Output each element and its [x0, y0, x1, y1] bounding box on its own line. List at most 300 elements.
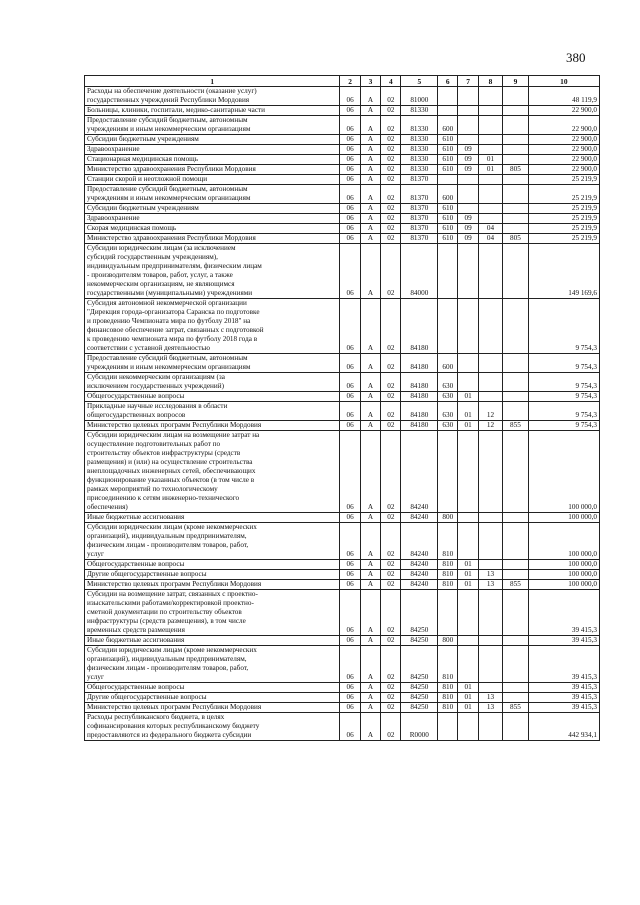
code-rz: 01 — [458, 570, 478, 580]
table-row — [85, 513, 600, 523]
code-om: 02 — [381, 392, 401, 402]
code-gp: 06 — [340, 214, 360, 224]
code-rz — [458, 185, 478, 204]
row-name: Здравоохранение — [85, 214, 340, 224]
table-row — [85, 299, 600, 354]
code-vr: 610 — [438, 165, 458, 175]
code-target: 84250 — [401, 646, 438, 683]
code-pr — [478, 523, 502, 560]
table-row — [85, 116, 600, 135]
code-target: 84250 — [401, 703, 438, 713]
code-gp: 06 — [340, 224, 360, 234]
code-vr: 630 — [438, 402, 458, 421]
row-amount: 25 219,9 — [528, 185, 599, 204]
row-name: Расходы на обеспечение деятельности (оказание услуг) государственных учреждений Республики Мордовия — [85, 87, 340, 106]
code-pp: А — [360, 135, 380, 145]
code-vr — [438, 590, 458, 636]
code-pp: А — [360, 431, 380, 513]
code-grbs: 805 — [503, 234, 528, 244]
table-row — [85, 683, 600, 693]
code-target: 84240 — [401, 560, 438, 570]
row-amount: 39 415,3 — [528, 703, 599, 713]
code-pp: А — [360, 185, 380, 204]
code-pr — [478, 431, 502, 513]
table-row — [85, 570, 600, 580]
code-gp: 06 — [340, 106, 360, 116]
row-name: Предоставление субсидий бюджетным, автономным учреждениям и иным некоммерческим организациям — [85, 185, 340, 204]
code-pp: А — [360, 580, 380, 590]
code-rz: 09 — [458, 214, 478, 224]
code-pp: А — [360, 373, 380, 392]
code-vr — [438, 87, 458, 106]
code-om: 02 — [381, 155, 401, 165]
table-body — [85, 87, 600, 741]
code-gp: 06 — [340, 590, 360, 636]
code-gp: 06 — [340, 570, 360, 580]
code-om: 02 — [381, 703, 401, 713]
code-target: R0000 — [401, 713, 438, 741]
table-row — [85, 402, 600, 421]
code-grbs: 855 — [503, 703, 528, 713]
row-name: Стационарная медицинская помощь — [85, 155, 340, 165]
code-om: 02 — [381, 145, 401, 155]
code-rz — [458, 244, 478, 299]
row-name: Иные бюджетные ассигнования — [85, 513, 340, 523]
table-row — [85, 580, 600, 590]
row-amount: 100 000,0 — [528, 431, 599, 513]
code-om: 02 — [381, 402, 401, 421]
table-row — [85, 244, 600, 299]
code-gp: 06 — [340, 683, 360, 693]
row-name: Общегосударственные вопросы — [85, 683, 340, 693]
code-pr: 04 — [478, 224, 502, 234]
code-om: 02 — [381, 693, 401, 703]
row-name: Иные бюджетные ассигнования — [85, 636, 340, 646]
table-row — [85, 421, 600, 431]
table-row — [85, 234, 600, 244]
row-amount: 22 900,0 — [528, 135, 599, 145]
code-pr — [478, 116, 502, 135]
code-grbs — [503, 373, 528, 392]
code-gp: 06 — [340, 165, 360, 175]
code-target: 81330 — [401, 106, 438, 116]
code-om: 02 — [381, 373, 401, 392]
table-row — [85, 224, 600, 234]
code-vr: 810 — [438, 523, 458, 560]
table-row — [85, 560, 600, 570]
table-row — [85, 145, 600, 155]
row-amount: 39 415,3 — [528, 693, 599, 703]
code-target: 84240 — [401, 580, 438, 590]
code-vr: 610 — [438, 234, 458, 244]
code-vr: 600 — [438, 116, 458, 135]
code-om: 02 — [381, 185, 401, 204]
code-grbs — [503, 155, 528, 165]
table-row — [85, 214, 600, 224]
code-grbs — [503, 299, 528, 354]
code-gp: 06 — [340, 155, 360, 165]
code-pr — [478, 185, 502, 204]
code-target: 84240 — [401, 523, 438, 560]
code-grbs — [503, 590, 528, 636]
column-header-2: 2 — [340, 76, 360, 87]
code-grbs — [503, 145, 528, 155]
row-amount: 9 754,3 — [528, 392, 599, 402]
code-target: 84180 — [401, 402, 438, 421]
code-pr — [478, 713, 502, 741]
code-grbs — [503, 392, 528, 402]
column-header-10: 10 — [528, 76, 599, 87]
code-gp: 06 — [340, 713, 360, 741]
code-rz — [458, 87, 478, 106]
code-grbs — [503, 636, 528, 646]
page-number: 380 — [566, 50, 586, 65]
row-amount: 25 219,9 — [528, 214, 599, 224]
code-pp: А — [360, 402, 380, 421]
code-gp: 06 — [340, 636, 360, 646]
code-gp: 06 — [340, 560, 360, 570]
row-amount: 100 000,0 — [528, 560, 599, 570]
code-grbs: 855 — [503, 580, 528, 590]
table-row — [85, 135, 600, 145]
row-amount: 39 415,3 — [528, 590, 599, 636]
code-pp: А — [360, 244, 380, 299]
code-grbs: 805 — [503, 165, 528, 175]
code-rz — [458, 354, 478, 373]
code-vr — [438, 431, 458, 513]
code-gp: 06 — [340, 431, 360, 513]
table-row — [85, 523, 600, 560]
row-amount: 100 000,0 — [528, 570, 599, 580]
code-gp: 06 — [340, 116, 360, 135]
code-rz — [458, 373, 478, 392]
code-om: 02 — [381, 683, 401, 693]
code-pp: А — [360, 299, 380, 354]
row-name: Субсидии некоммерческим организациям (за исключением государственных учреждений) — [85, 373, 340, 392]
code-pr: 01 — [478, 165, 502, 175]
code-target: 84250 — [401, 693, 438, 703]
code-vr — [438, 244, 458, 299]
code-rz: 01 — [458, 402, 478, 421]
code-grbs — [503, 116, 528, 135]
code-rz — [458, 299, 478, 354]
code-vr: 610 — [438, 145, 458, 155]
code-target: 84180 — [401, 373, 438, 392]
code-om: 02 — [381, 421, 401, 431]
row-amount: 22 900,0 — [528, 155, 599, 165]
row-name: Предоставление субсидий бюджетным, автономным учреждениям и иным некоммерческим организациям — [85, 116, 340, 135]
code-grbs — [503, 135, 528, 145]
code-grbs — [503, 402, 528, 421]
code-vr: 630 — [438, 421, 458, 431]
row-name: Прикладные научные исследования в области общегосударственных вопросов — [85, 402, 340, 421]
code-om: 02 — [381, 580, 401, 590]
code-pp: А — [360, 214, 380, 224]
code-grbs — [503, 646, 528, 683]
code-pr — [478, 87, 502, 106]
code-gp: 06 — [340, 513, 360, 523]
code-pr: 13 — [478, 703, 502, 713]
code-target: 81330 — [401, 116, 438, 135]
row-amount: 9 754,3 — [528, 299, 599, 354]
code-rz: 01 — [458, 683, 478, 693]
code-pr — [478, 373, 502, 392]
code-pp: А — [360, 570, 380, 580]
code-grbs — [503, 204, 528, 214]
code-pp: А — [360, 392, 380, 402]
code-grbs — [503, 683, 528, 693]
row-amount: 22 900,0 — [528, 145, 599, 155]
table-row — [85, 165, 600, 175]
code-om: 02 — [381, 570, 401, 580]
code-grbs — [503, 513, 528, 523]
code-gp: 06 — [340, 354, 360, 373]
code-gp: 06 — [340, 175, 360, 185]
code-vr: 610 — [438, 214, 458, 224]
code-grbs — [503, 214, 528, 224]
code-pr — [478, 636, 502, 646]
code-target: 84180 — [401, 354, 438, 373]
code-vr — [438, 175, 458, 185]
row-amount: 25 219,9 — [528, 234, 599, 244]
code-pr — [478, 683, 502, 693]
row-name: Субсидия автономной некоммерческой организации "Дирекция города-организатора Саранска по подготовке и проведению Чемпионата мира по футболу 2018" на финансовое обеспечение затрат, связанных с подготовкой к проведению чемпионата мира по футболу 2018 года в соответствии с уставной деятельностью — [85, 299, 340, 354]
column-header-5: 5 — [401, 76, 438, 87]
code-pr — [478, 560, 502, 570]
table-row — [85, 185, 600, 204]
row-name: Субсидии юридическим лицам (кроме некоммерческих организаций), индивидуальным предпринимателям, физическим лицам - производителям товаров, работ, услуг — [85, 646, 340, 683]
code-rz — [458, 636, 478, 646]
table-row — [85, 431, 600, 513]
code-om: 02 — [381, 234, 401, 244]
code-om: 02 — [381, 523, 401, 560]
table-row — [85, 693, 600, 703]
code-pr: 12 — [478, 402, 502, 421]
row-amount: 48 119,9 — [528, 87, 599, 106]
code-pp: А — [360, 703, 380, 713]
row-amount: 39 415,3 — [528, 646, 599, 683]
code-gp: 06 — [340, 145, 360, 155]
column-header-3: 3 — [360, 76, 380, 87]
code-gp: 06 — [340, 185, 360, 204]
code-grbs — [503, 175, 528, 185]
row-name: Субсидии бюджетным учреждениям — [85, 135, 340, 145]
code-om: 02 — [381, 590, 401, 636]
code-om: 02 — [381, 106, 401, 116]
code-gp: 06 — [340, 373, 360, 392]
row-amount: 22 900,0 — [528, 116, 599, 135]
code-grbs: 855 — [503, 421, 528, 431]
code-pp: А — [360, 224, 380, 234]
row-name: Субсидии бюджетным учреждениям — [85, 204, 340, 214]
code-pr — [478, 135, 502, 145]
row-name: Общегосударственные вопросы — [85, 560, 340, 570]
code-om: 02 — [381, 175, 401, 185]
row-name: Субсидии юридическим лицам (за исключением субсидий государственным учреждениям), индивидуальным предпринимателям, физическим лицам - производителям товаров, работ, услуг, а также некоммерческим организациям, не являющимся государственными (муниципальными) учреждениями — [85, 244, 340, 299]
code-rz — [458, 646, 478, 683]
code-vr: 610 — [438, 135, 458, 145]
code-vr — [438, 299, 458, 354]
code-target: 81330 — [401, 155, 438, 165]
code-rz — [458, 513, 478, 523]
code-rz: 09 — [458, 155, 478, 165]
code-rz: 01 — [458, 392, 478, 402]
code-gp: 06 — [340, 402, 360, 421]
code-pp: А — [360, 87, 380, 106]
code-pr: 13 — [478, 570, 502, 580]
row-amount: 100 000,0 — [528, 513, 599, 523]
code-rz — [458, 590, 478, 636]
code-pr — [478, 590, 502, 636]
code-pr: 12 — [478, 421, 502, 431]
code-target: 81370 — [401, 175, 438, 185]
code-vr: 800 — [438, 513, 458, 523]
code-om: 02 — [381, 214, 401, 224]
code-pp: А — [360, 683, 380, 693]
code-target: 81370 — [401, 204, 438, 214]
code-pp: А — [360, 713, 380, 741]
table-row — [85, 590, 600, 636]
code-om: 02 — [381, 165, 401, 175]
code-vr: 610 — [438, 204, 458, 214]
code-rz: 09 — [458, 234, 478, 244]
column-header-8: 8 — [478, 76, 502, 87]
code-vr: 810 — [438, 580, 458, 590]
row-amount: 149 169,6 — [528, 244, 599, 299]
table-row — [85, 392, 600, 402]
code-rz — [458, 116, 478, 135]
code-om: 02 — [381, 244, 401, 299]
code-pr — [478, 204, 502, 214]
code-grbs — [503, 224, 528, 234]
column-header-6: 6 — [438, 76, 458, 87]
code-target: 84180 — [401, 421, 438, 431]
table-header-row — [85, 76, 600, 87]
code-rz: 01 — [458, 703, 478, 713]
table-row — [85, 373, 600, 392]
code-grbs — [503, 560, 528, 570]
code-pp: А — [360, 421, 380, 431]
table-row — [85, 354, 600, 373]
code-target: 81370 — [401, 224, 438, 234]
row-amount: 25 219,9 — [528, 204, 599, 214]
code-gp: 06 — [340, 580, 360, 590]
code-vr: 600 — [438, 185, 458, 204]
code-pr: 01 — [478, 155, 502, 165]
code-pr — [478, 175, 502, 185]
row-name: Субсидии на возмещение затрат, связанных с проектно- изыскательскими работами/корректировкой проектно- сметной документации по строительству объектов инфраструктуры (средств размещения), в том числе временных средств размещения — [85, 590, 340, 636]
row-amount: 9 754,3 — [528, 373, 599, 392]
code-pp: А — [360, 513, 380, 523]
row-amount: 25 219,9 — [528, 175, 599, 185]
code-pr — [478, 354, 502, 373]
code-pp: А — [360, 155, 380, 165]
row-name: Расходы республиканского бюджета, в целях софинансирования которых республиканскому бюджету предоставляются из федерального бюджета субсидии — [85, 713, 340, 741]
code-gp: 06 — [340, 421, 360, 431]
code-grbs — [503, 106, 528, 116]
code-vr: 810 — [438, 703, 458, 713]
table-row — [85, 175, 600, 185]
row-name: Министерство здравоохранения Республики Мордовия — [85, 234, 340, 244]
row-name: Субсидии юридическим лицам (кроме некоммерческих организаций), индивидуальным предпринимателям, физическим лицам - производителям товаров, работ, услуг — [85, 523, 340, 560]
code-gp: 06 — [340, 703, 360, 713]
code-target: 84240 — [401, 431, 438, 513]
code-target: 84240 — [401, 513, 438, 523]
code-target: 81370 — [401, 185, 438, 204]
code-pp: А — [360, 523, 380, 560]
code-target: 84250 — [401, 590, 438, 636]
code-pr — [478, 244, 502, 299]
code-rz — [458, 175, 478, 185]
code-grbs — [503, 713, 528, 741]
code-rz: 01 — [458, 421, 478, 431]
table-row — [85, 713, 600, 741]
code-grbs — [503, 693, 528, 703]
code-target: 84180 — [401, 299, 438, 354]
code-om: 02 — [381, 354, 401, 373]
code-gp: 06 — [340, 646, 360, 683]
row-amount: 22 900,0 — [528, 165, 599, 175]
code-grbs — [503, 244, 528, 299]
code-om: 02 — [381, 646, 401, 683]
code-grbs — [503, 523, 528, 560]
row-name: Другие общегосударственные вопросы — [85, 693, 340, 703]
code-pp: А — [360, 116, 380, 135]
code-vr: 810 — [438, 570, 458, 580]
code-pp: А — [360, 204, 380, 214]
code-target: 84250 — [401, 683, 438, 693]
code-pr — [478, 513, 502, 523]
code-pp: А — [360, 636, 380, 646]
code-target: 84250 — [401, 636, 438, 646]
code-vr: 600 — [438, 354, 458, 373]
code-vr — [438, 713, 458, 741]
table-row — [85, 87, 600, 106]
row-name: Больницы, клиники, госпитали, медико-санитарные части — [85, 106, 340, 116]
code-pp: А — [360, 234, 380, 244]
code-vr: 630 — [438, 392, 458, 402]
row-amount: 100 000,0 — [528, 580, 599, 590]
row-name: Министерство целевых программ Республики Мордовия — [85, 703, 340, 713]
code-vr: 810 — [438, 693, 458, 703]
code-rz: 09 — [458, 145, 478, 155]
code-pp: А — [360, 165, 380, 175]
code-om: 02 — [381, 560, 401, 570]
code-vr: 810 — [438, 646, 458, 683]
code-om: 02 — [381, 87, 401, 106]
code-vr: 810 — [438, 560, 458, 570]
code-gp: 06 — [340, 244, 360, 299]
code-rz — [458, 204, 478, 214]
code-rz: 09 — [458, 165, 478, 175]
code-gp: 06 — [340, 693, 360, 703]
code-grbs — [503, 354, 528, 373]
code-vr — [438, 106, 458, 116]
code-gp: 06 — [340, 392, 360, 402]
code-target: 84000 — [401, 244, 438, 299]
code-pr — [478, 106, 502, 116]
code-rz — [458, 135, 478, 145]
row-amount: 9 754,3 — [528, 421, 599, 431]
code-om: 02 — [381, 713, 401, 741]
row-amount: 442 934,1 — [528, 713, 599, 741]
code-pr: 13 — [478, 580, 502, 590]
code-target: 84240 — [401, 570, 438, 580]
table-row — [85, 204, 600, 214]
code-vr: 800 — [438, 636, 458, 646]
code-om: 02 — [381, 224, 401, 234]
row-amount: 100 000,0 — [528, 523, 599, 560]
